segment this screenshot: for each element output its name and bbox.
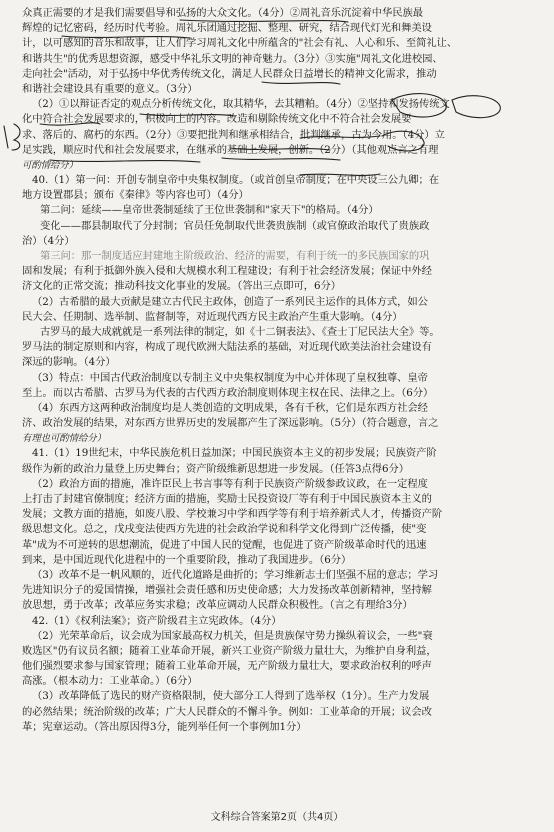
text-line: 放思想，勇于改革；改革应务实求稳；改革应调动人民群众积极性。（言之有理给3分） xyxy=(22,599,413,612)
text-line: （4）东西方这两种政治制度均是人类创造的文明成果，各有千秋，它们是东西方社会经 xyxy=(32,401,428,414)
text-line: 40.（1）第一问：开创专制皇帝中央集权制度。（或首创皇帝制度；在中央设三公九卿；在 xyxy=(32,174,439,187)
text-line: 求、落后的、腐朽的东西。（2分）③要把批判和继承相结合，批判继承，古为今用。（4分）立 xyxy=(22,128,445,141)
text-line: 济文化的正常交流；推动科技文化事业的发展。（答出三点即可，6分） xyxy=(22,280,342,293)
text-line: 发展；文教方面的措施，如废八股、学校兼习中学和西学等有利于培养新式人才，传播资产阶 xyxy=(22,508,443,521)
text-line: 可酌情给分） xyxy=(22,159,78,171)
text-line: 第二问：延续——皇帝世袭制延续了王位世袭制和"家天下"的格局。（4分） xyxy=(40,204,379,217)
text-line: （2）①以辩证否定的观点分析传统文化，取其精华，去其糟粕。（4分）②坚持和发扬传统文 xyxy=(32,98,450,111)
text-line: 级思想文化。总之，戊戌变法使西方先进的社会政治学说和科学文化得到广泛传播，使"变 xyxy=(22,523,427,536)
text-line: 42.（1）《权利法案》；资产阶级君主立宪政体。（4分） xyxy=(32,614,282,627)
text-line: 古罗马的最大成就就是一系列法律的制定，如《十二铜表法》、《查士丁尼民法大全》等。 xyxy=(40,325,440,338)
text-line: 高涨。（根本动力：工业革命。）（6分） xyxy=(22,675,198,688)
text-line: 第三问：那一制度适应封建地主阶级政治、经济的需要，有利于统一的多民族国家的巩 xyxy=(40,250,430,262)
text-line: 革；宪章运动。（答出原因得3分，能列举任何一个事例加1分） xyxy=(22,720,307,733)
text-line: 级作为新的政治力量登上历史舞台；资产阶级维新思想进一步发展。（任答3点得6分） xyxy=(22,462,409,475)
text-line: （3）特点：中国古代政治制度以专制主义中央集权制度为中心并体现了皇权独尊、皇帝 xyxy=(32,371,428,384)
text-line: 败选区"仍有议员名额；随着工业革命开展，新兴工业资产阶级力量壮大，为维护自身利益， xyxy=(22,644,437,657)
text-line: （3）改革降低了选民的财产资格限制，使大部分工人得到了选举权（1分）。生产力发展 xyxy=(32,690,430,703)
text-line: 足实践，顺应时代和社会发展要求，在继承的基础上发展，创新。（2分）（其他观点言之有理 xyxy=(22,143,439,156)
text-line: 上打击了封建官僚制度；经济方面的措施，奖励士民投资设厂等有利于中国民族资本主义的 xyxy=(22,493,432,505)
text-line: 计，以可感知的音乐和故事，让人们学习周礼文化中所蕴含的"社会有礼、人心和乐、至简礼让、 xyxy=(22,37,458,50)
text-line: 深远的影响。（4分） xyxy=(22,356,116,369)
text-line: 辉煌的记忆密码，经历时代考验。周礼乐团通过挖掘、整理、研究，结合现代灯光和舞美设 xyxy=(22,22,432,35)
text-line: 他们强烈要求参与国家管理；随着工业革命开展，无产阶级力量壮大，要求政治权利的呼声 xyxy=(22,660,432,673)
text-line: 革"成为不可逆转的思想潮流，促进了中国人民的觉醒，也促进了资产阶级革命时代的迅速 xyxy=(22,538,427,551)
text-line: 走向社会"活动，对于弘扬中华优秀传统文化，满足人民群众日益增长的精神文化需求，推动 xyxy=(22,67,437,80)
text-line: 民大会、任期制、选举制、监督制等，对近现代西方民主政治产生重大影响。（4分） xyxy=(22,310,403,323)
text-line: 41.（1）19世纪末，中华民族危机日益加深；中国民族资本主义的初步发展；民族资产阶 xyxy=(32,447,437,460)
text-line: 和谐共生"的优秀思想资源，感受中华礼乐文明的神奇魅力。（3分）③实施"周礼文化进校园、 xyxy=(22,52,443,65)
text-line: （2）古希腊的最大贡献是建立古代民主政体，创造了一系列民主运作的具体方式，如公 xyxy=(32,295,428,308)
text-line: 地方设置郡县；颁布《秦律》等内容也可）（4分） xyxy=(22,189,249,202)
text-line: 罗马法的制定原则和内容，构成了现代欧洲大陆法系的基础，对近现代欧美法治社会建设有 xyxy=(22,341,432,354)
text-line: 众真正需要的才是我们需要倡导和弘扬的大众文化。（4分）②周礼音乐沉淀着中华民族最 xyxy=(22,7,423,19)
text-line: 固和发展；有利于抵御外族入侵和大规模水利工程建设；有利于社会经济发展；保证中外经 xyxy=(22,265,432,278)
text-line: （2）光荣革命后，议会成为国家最高权力机关，但是贵族保守势力操纵着议会，一些"衰 xyxy=(32,629,433,642)
text-line: 和谐社会建设具有重要的意义。（3分） xyxy=(22,82,198,95)
text-line: 化中符合社会发展要求的，积极向上的内容。改造和剔除传统文化中不符合社会发展要 xyxy=(22,113,412,126)
text-line: 有理也可酌情给分） xyxy=(22,433,106,445)
text-line: （2）政治方面的措施，准许臣民上书言事等有利于民族资产阶级参政议政，在一定程度 xyxy=(32,477,428,490)
text-line: 的必然结果；统治阶级的改革；广大人民群众的不懈斗争。例如：工业革命的开展；议会改 xyxy=(22,705,432,718)
page-footer: 文科综合答案第2页（共4页） xyxy=(210,812,344,823)
text-line: 变化——郡县制取代了分封制；官员任免制取代世袭贵族制（或官僚政治取代了贵族政 xyxy=(40,219,430,232)
text-line: 到来，是中国近现代化进程中的一个重要阶段，推动了我国进步。（6分） xyxy=(22,553,352,566)
text-line: 先进知识分子的爱国情操，增强社会责任感和历史使命感；大力发扬改革创新精神，坚持解 xyxy=(22,584,432,597)
text-line: 济、政治发展的结果，对东西方世界历史的发展都产生了深远影响。（5分）（符合题意，言之 xyxy=(22,417,439,430)
text-line: 至上。而以古希腊、古罗马为代表的古代西方政治制度则体现主权在民、法律之上。（6分） xyxy=(22,386,434,399)
text-line: 治）（4分） xyxy=(22,234,75,247)
text-line: （3）改革不是一帆风顺的，近代化道路是曲折的；学习维新志士们坚强不屈的意志；学习 xyxy=(32,568,439,581)
